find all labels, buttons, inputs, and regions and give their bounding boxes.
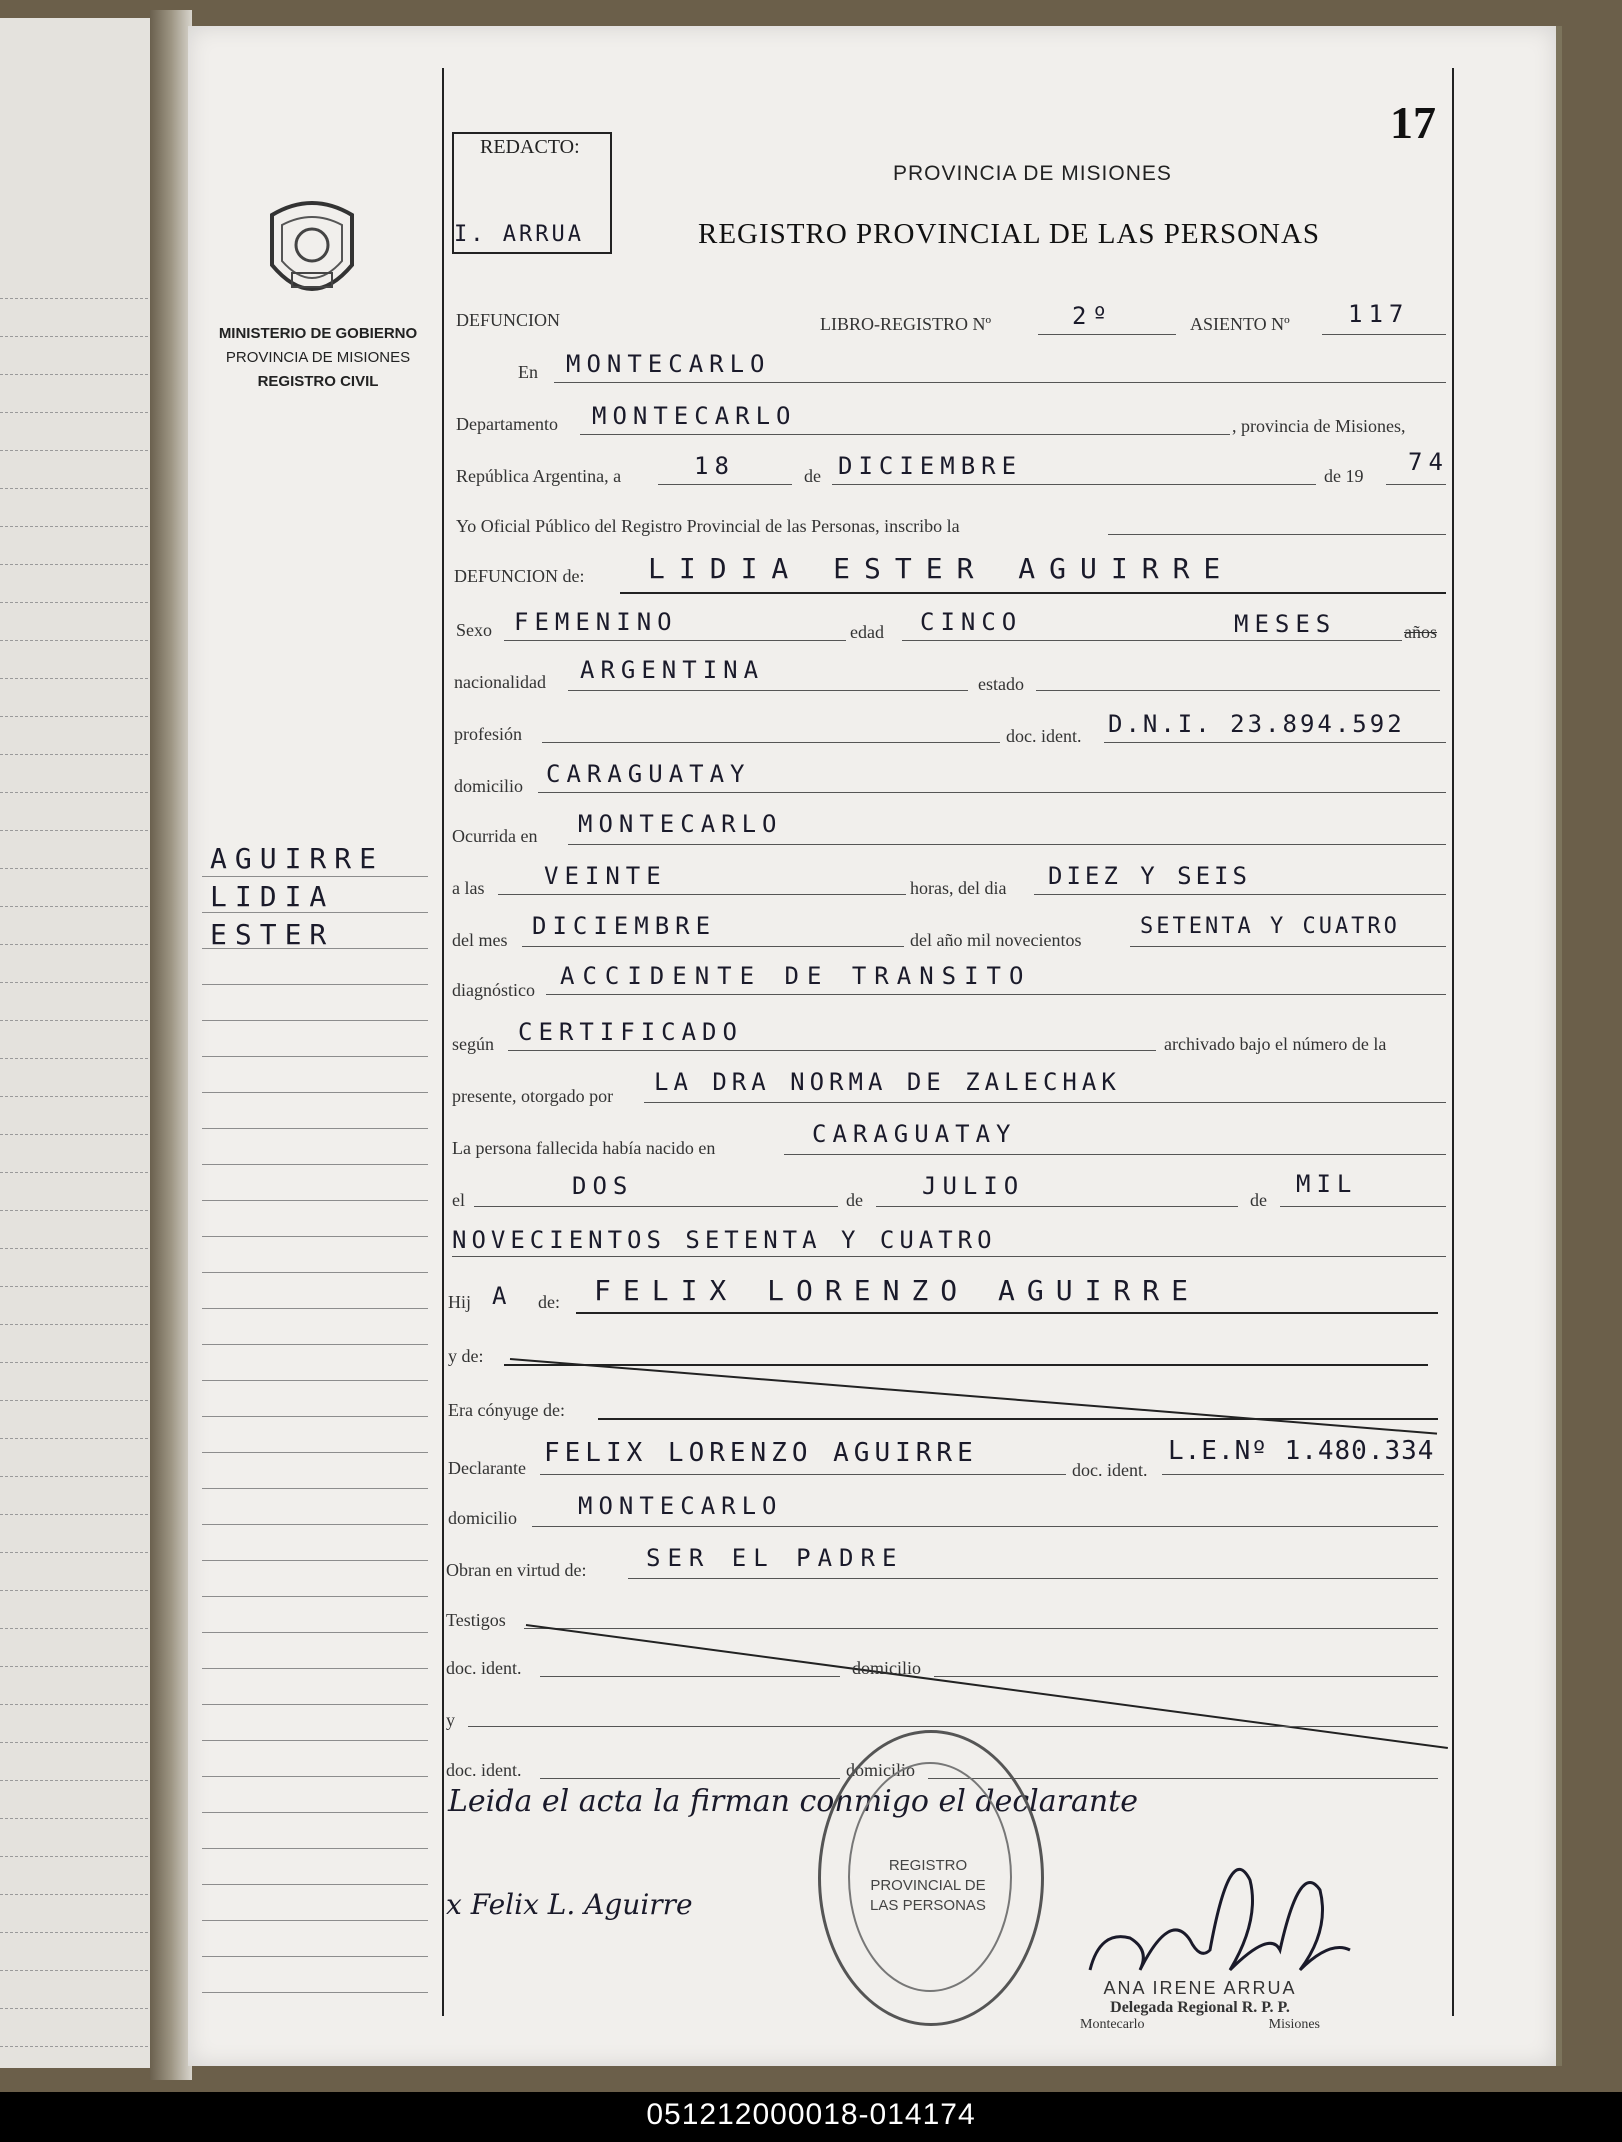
anos-label: años (1404, 622, 1437, 642)
hij-de-label: de: (538, 1292, 560, 1312)
departamento-label: Departamento (456, 414, 558, 434)
closing-handwritten-text: Leida el acta la firman conmigo el declarante (448, 1784, 1139, 1819)
presente-label: presente, otorgado por (452, 1086, 614, 1106)
margin-rule (202, 1056, 428, 1057)
departamento-line (580, 434, 1230, 435)
dia-line (1034, 894, 1446, 895)
left-page-rule (0, 298, 148, 299)
conyuge-line (598, 1418, 1438, 1420)
margin-rule (202, 1560, 428, 1561)
margin-rule (202, 1236, 428, 1237)
margin-rule (202, 984, 428, 985)
testigo-doc-line (540, 1676, 840, 1677)
diagnostico-label: diagnóstico (452, 980, 535, 1000)
margin-rule (202, 1884, 428, 1885)
asiento-label: ASIENTO Nº (1190, 314, 1290, 334)
redacto-label: REDACTO: (480, 136, 580, 158)
provincia-label: , provincia de Misiones, (1232, 416, 1406, 436)
sexo-label: Sexo (456, 620, 492, 640)
left-page-rule (0, 716, 148, 717)
de-label-3: de (1250, 1190, 1267, 1210)
testigos-line (524, 1628, 1438, 1629)
left-page-rule (0, 982, 148, 983)
left-page-rule (0, 1476, 148, 1477)
ministry-line-2: PROVINCIA DE MISIONES (225, 349, 411, 366)
margin-rule (202, 1128, 428, 1129)
anio-label: del año mil novecientos (910, 930, 1082, 950)
horas-label: horas, del dia (910, 878, 1007, 898)
dia-value: DIEZ Y SEIS (1048, 862, 1251, 890)
margin-rule (202, 1164, 428, 1165)
y-label: y (446, 1710, 455, 1730)
margin-rule (202, 1092, 428, 1093)
left-page-rule (0, 1058, 148, 1059)
nacionalidad-label: nacionalidad (454, 672, 546, 692)
left-page-rule (0, 1856, 148, 1857)
left-page-rule (0, 1932, 148, 1933)
hij-label: Hij (448, 1292, 472, 1312)
left-page-rule (0, 526, 148, 527)
profesion-label: profesión (454, 724, 522, 744)
left-page-rule (0, 1552, 148, 1553)
del-mes-line (522, 946, 904, 947)
edad-line (902, 640, 1402, 641)
left-page-rule (0, 1818, 148, 1819)
name-line (620, 592, 1446, 594)
sexo-value: FEMENINO (514, 608, 678, 636)
testigo-dom-line (934, 1676, 1438, 1677)
anio-value: SETENTA Y CUATRO (1140, 914, 1400, 939)
left-page-rule (0, 1248, 148, 1249)
nac-year-line-2 (452, 1256, 1446, 1257)
conyuge-label: Era cónyuge de: (448, 1400, 565, 1420)
el-value: DOS (572, 1172, 634, 1200)
left-page-rule (0, 906, 148, 907)
nac-month-value: JULIO (922, 1172, 1025, 1200)
doc-ident-line (1104, 742, 1446, 743)
margin-first-name: LIDIA (210, 880, 335, 913)
left-page-rule (0, 1286, 148, 1287)
left-page-rule (0, 830, 148, 831)
left-page-rule (0, 1438, 148, 1439)
en-label: En (518, 362, 538, 382)
margin-rule (202, 1524, 428, 1525)
left-page-rule (0, 564, 148, 565)
margin-rule (202, 1992, 428, 1993)
left-page-rule (0, 1780, 148, 1781)
el-line (474, 1206, 838, 1207)
left-page-rule (0, 450, 148, 451)
margin-rule (202, 1848, 428, 1849)
year-value: 74 (1408, 448, 1449, 476)
republica-label: República Argentina, a (456, 466, 622, 486)
margin-rule (202, 1704, 428, 1705)
en-value: MONTECARLO (566, 350, 771, 378)
a-las-label: a las (452, 878, 485, 898)
left-page-rule (0, 640, 148, 641)
del-mes-value: DICIEMBRE (532, 912, 717, 940)
ocurrida-label: Ocurrida en (452, 826, 538, 846)
nacido-line (784, 1154, 1446, 1155)
archivado-label: archivado bajo el número de la (1164, 1034, 1387, 1054)
nacido-label: La persona fallecida había nacido en (452, 1138, 716, 1158)
month-value: DICIEMBRE (838, 452, 1023, 480)
ocurrida-line (568, 844, 1446, 845)
ocurrida-value: MONTECARLO (578, 810, 783, 838)
padre-line (576, 1312, 1438, 1314)
official-role: Delegada Regional R. P. P. (1110, 1999, 1290, 2016)
day-value: 18 (694, 452, 735, 480)
left-page-rule (0, 1704, 148, 1705)
asiento-line (1322, 334, 1446, 335)
diagnostico-line (546, 994, 1446, 995)
margin-rule (202, 1596, 428, 1597)
margin-rule (202, 1200, 428, 1201)
left-page-rule (0, 1666, 148, 1667)
testigo2-doc-line (540, 1778, 840, 1779)
official-name: ANA IRENE ARRUA (1103, 1978, 1297, 1998)
margin-divider-line (442, 68, 444, 2016)
official-signature-block (1070, 1978, 1330, 2033)
edad-label: edad (850, 622, 884, 642)
obran-line (628, 1578, 1438, 1579)
de-label: de (804, 466, 821, 486)
margin-rule (202, 1272, 428, 1273)
domicilio-label: domicilio (454, 776, 523, 796)
declarante-label: Declarante (448, 1458, 526, 1478)
margin-rule (202, 1488, 428, 1489)
day-line (658, 484, 792, 485)
segun-line (508, 1050, 1156, 1051)
padre-value: FELIX LORENZO AGUIRRE (594, 1274, 1201, 1307)
left-ruled-page (0, 18, 152, 2068)
page-number: 17 (1390, 97, 1436, 148)
province-heading: PROVINCIA DE MISIONES (893, 162, 1172, 185)
margin-rule (202, 1740, 428, 1741)
domicilio-value: CARAGUATAY (546, 760, 751, 788)
margin-rule (202, 1380, 428, 1381)
left-page-rule (0, 868, 148, 869)
departamento-value: MONTECARLO (592, 402, 797, 430)
diagnostico-value: ACCIDENTE DE TRANSITO (560, 962, 1032, 990)
nacionalidad-line (568, 690, 968, 691)
margin-rule (202, 1920, 428, 1921)
declarante-dom-line (532, 1526, 1438, 1527)
doc-ident-label-4: doc. ident. (446, 1760, 522, 1780)
left-page-rule (0, 944, 148, 945)
official-place-province: Misiones (1268, 2017, 1320, 2032)
profesion-line (542, 742, 1000, 743)
registry-title: REGISTRO PROVINCIAL DE LAS PERSONAS (698, 218, 1321, 250)
domicilio-label-3: domicilio (852, 1658, 921, 1678)
left-page-rule (0, 2046, 148, 2047)
left-page-rule (0, 1096, 148, 1097)
a-las-value: VEINTE (544, 862, 667, 890)
en-line (554, 382, 1446, 383)
declarante-doc-line (1162, 1474, 1444, 1475)
defuncion-label: DEFUNCION (456, 310, 561, 330)
margin-rule (202, 1344, 428, 1345)
left-page-rule (0, 488, 148, 489)
year-line (1386, 484, 1446, 485)
testigos-label: Testigos (446, 1610, 506, 1630)
left-page-rule (0, 1590, 148, 1591)
left-page-rule (0, 1894, 148, 1895)
presente-line (644, 1102, 1446, 1103)
del-mes-label: del mes (452, 930, 508, 950)
domicilio-line (538, 792, 1446, 793)
left-page-rule (0, 1020, 148, 1021)
presente-value: LA DRA NORMA DE ZALECHAK (654, 1068, 1121, 1096)
right-border-line (1452, 68, 1454, 2016)
year-label: de 19 (1324, 466, 1364, 486)
nac-year-value-1: MIL (1296, 1170, 1358, 1198)
estado-line (1036, 690, 1440, 691)
segun-label: según (452, 1034, 494, 1054)
declarante-line (540, 1474, 1066, 1475)
declarante-signature: x Felix L. Aguirre (446, 1888, 693, 1921)
nacido-value: CARAGUATAY (812, 1120, 1017, 1148)
left-page-rule (0, 1628, 148, 1629)
obran-label: Obran en virtud de: (446, 1560, 587, 1580)
scan-id-code: 051212000018-014174 (646, 2098, 976, 2131)
doc-ident-label-2: doc. ident. (1072, 1460, 1148, 1480)
ministry-line-3: REGISTRO CIVIL (257, 373, 379, 390)
left-page-rule (0, 1172, 148, 1173)
left-page-rule (0, 1134, 148, 1135)
left-page-rule (0, 602, 148, 603)
official-signature-scribble (1080, 1820, 1380, 1990)
official-place-city: Montecarlo (1080, 2017, 1145, 2032)
margin-middle-name: ESTER (210, 918, 335, 951)
month-line (832, 484, 1316, 485)
left-page-rule (0, 374, 148, 375)
domicilio-label-2: domicilio (448, 1508, 517, 1528)
y-de-line (504, 1364, 1428, 1366)
declarante-doc-value: L.E.Nº 1.480.334 (1168, 1436, 1435, 1466)
el-label: el (452, 1190, 465, 1210)
margin-rule (202, 1812, 428, 1813)
margin-name-annotation (210, 840, 384, 954)
redacto-value: I. ARRUA (454, 222, 584, 247)
estado-label: estado (978, 674, 1024, 694)
doc-ident-label: doc. ident. (1006, 726, 1082, 746)
provincial-coat-of-arms-icon (262, 195, 362, 315)
book-gutter (150, 10, 192, 2080)
y-de-label: y de: (448, 1346, 484, 1366)
libro-value: 2º (1072, 302, 1113, 330)
domicilio-label-4: domicilio (846, 1760, 915, 1780)
oficial-line (1108, 534, 1446, 535)
libro-line (1038, 334, 1176, 335)
left-page-rule (0, 792, 148, 793)
margin-rule (202, 1632, 428, 1633)
margin-rule (202, 1776, 428, 1777)
left-page-rule (0, 2008, 148, 2009)
margin-rule (202, 1452, 428, 1453)
y-line (468, 1726, 1438, 1727)
anio-line (1130, 946, 1446, 947)
registry-stamp-text: REGISTRO PROVINCIAL DE LAS PERSONAS (870, 1857, 986, 1914)
left-page-rule (0, 1324, 148, 1325)
left-page-rule (0, 412, 148, 413)
ministry-heading (198, 322, 438, 394)
ministry-line-1: MINISTERIO DE GOBIERNO (218, 325, 418, 342)
left-page-rule (0, 678, 148, 679)
defuncion-de-label: DEFUNCION de: (454, 566, 585, 586)
nacionalidad-value: ARGENTINA (580, 656, 765, 684)
margin-rule (202, 1956, 428, 1957)
a-las-line (498, 894, 906, 895)
margin-rule (202, 1308, 428, 1309)
segun-value: CERTIFICADO (518, 1018, 743, 1046)
left-page-rule (0, 1742, 148, 1743)
obran-value: SER EL PADRE (646, 1544, 904, 1572)
nac-year-line (1280, 1206, 1446, 1207)
left-page-rule (0, 1970, 148, 1971)
oficial-text: Yo Oficial Público del Registro Provincial de las Personas, inscribo la (456, 516, 960, 536)
left-page-rule (0, 1362, 148, 1363)
sexo-line (504, 640, 846, 641)
declarante-value: FELIX LORENZO AGUIRRE (544, 1438, 978, 1468)
libro-label: LIBRO-REGISTRO Nº (820, 314, 992, 334)
left-page-rule (0, 754, 148, 755)
left-page-rule (0, 1514, 148, 1515)
de-label-2: de (846, 1190, 863, 1210)
hij-suffix: A (492, 1282, 507, 1310)
margin-surname: AGUIRRE (210, 842, 385, 875)
asiento-value: 117 (1348, 300, 1410, 328)
nac-month-line (876, 1206, 1238, 1207)
left-page-rule (0, 1400, 148, 1401)
margin-rule (202, 1416, 428, 1417)
edad-unit: MESES (1234, 610, 1337, 638)
margin-rule (202, 1020, 428, 1021)
doc-ident-label-3: doc. ident. (446, 1658, 522, 1678)
name-value: LIDIA ESTER AGUIRRE (648, 552, 1235, 585)
doc-ident-value: D.N.I. 23.894.592 (1108, 710, 1405, 738)
edad-value: CINCO (920, 608, 1023, 636)
margin-rule (202, 1668, 428, 1669)
nac-year-value-2: NOVECIENTOS SETENTA Y CUATRO (452, 1226, 997, 1254)
left-page-rule (0, 336, 148, 337)
left-page-rule (0, 1210, 148, 1211)
declarante-dom-value: MONTECARLO (578, 1492, 783, 1520)
